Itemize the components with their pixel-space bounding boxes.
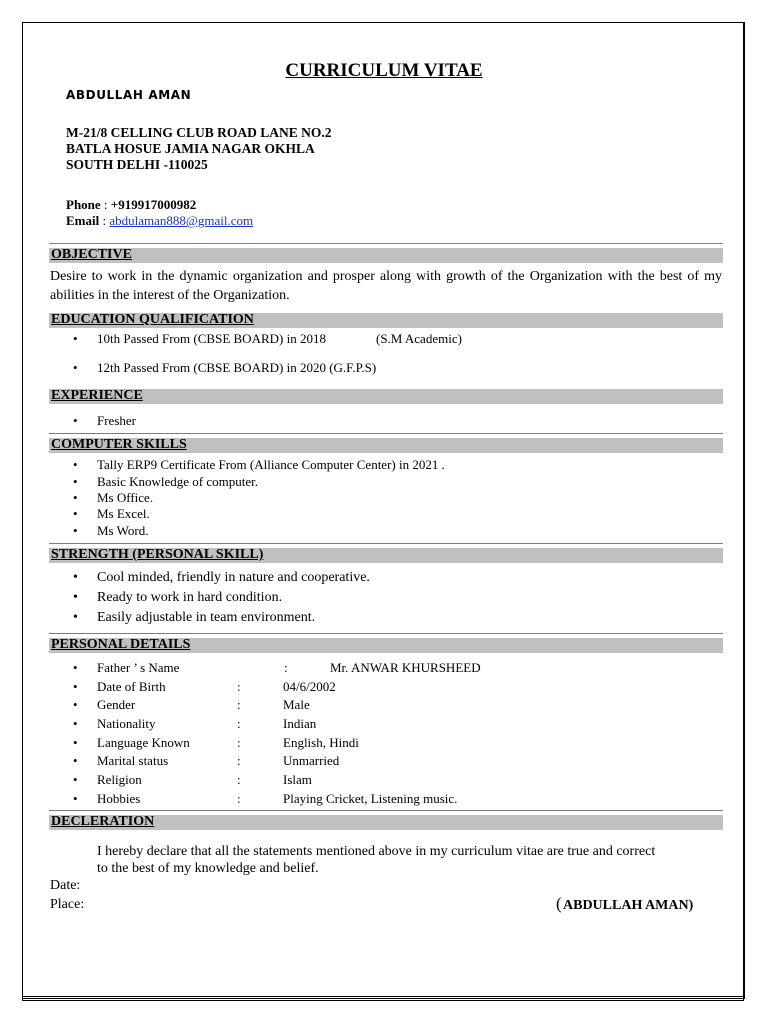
education-school: (S.M Academic)	[376, 331, 462, 346]
declaration-line-1: I hereby declare that all the statements mentioned above in my curriculum vitae are true and correct	[97, 844, 656, 859]
detail-value: 04/6/2002	[283, 679, 336, 694]
strength-item: Cool minded, friendly in nature and cooperative.	[97, 570, 370, 585]
bullet-icon: •	[73, 697, 78, 712]
date-label: Date:	[50, 878, 81, 893]
detail-label: Date of Birth	[97, 679, 166, 694]
detail-separator: :	[237, 697, 241, 712]
bullet-icon: •	[73, 506, 78, 521]
detail-value: Male	[283, 697, 310, 712]
phone-separator: :	[100, 197, 111, 212]
detail-label: Gender	[97, 697, 136, 712]
skill-item: Basic Knowledge of computer.	[97, 474, 259, 489]
section-header-objective	[49, 248, 723, 263]
bullet-icon: •	[73, 490, 78, 505]
bullet-icon: •	[73, 570, 78, 585]
section-rule	[49, 633, 723, 634]
detail-label: Father ’ s Name	[97, 660, 180, 675]
section-title: COMPUTER SKILLS	[51, 437, 187, 452]
section-title: DECLERATION	[51, 814, 155, 829]
section-title: EXPERIENCE	[51, 388, 143, 403]
strength-item: Easily adjustable in team environment.	[97, 610, 316, 625]
experience-item: Fresher	[97, 413, 136, 428]
education-item: 10th Passed From (CBSE BOARD) in 2018	[97, 331, 326, 346]
detail-label: Religion	[97, 772, 142, 787]
detail-separator: :	[237, 772, 241, 787]
address-line-2: BATLA HOSUE JAMIA NAGAR OKHLA	[66, 141, 315, 156]
skill-item: Ms Word.	[97, 523, 149, 538]
objective-text: Desire to work in the dynamic organization and prosper along with growth of the Organization with the best of my abilities in the interest of the Organization.	[50, 269, 722, 303]
email-separator: :	[99, 213, 110, 228]
signature-open-paren: (	[556, 894, 562, 913]
signature-name: ABDULLAH AMAN)	[563, 898, 694, 913]
document-title: CURRICULUM VITAE	[285, 60, 483, 81]
section-header-declaration	[49, 815, 723, 830]
detail-separator: :	[284, 660, 288, 675]
skill-item: Ms Office.	[97, 490, 154, 505]
section-title: OBJECTIVE	[51, 247, 132, 262]
bullet-icon: •	[73, 360, 78, 375]
detail-label: Marital status	[97, 753, 169, 768]
bullet-icon: •	[73, 753, 78, 768]
detail-separator: :	[237, 791, 241, 806]
bullet-icon: •	[73, 660, 78, 675]
bullet-icon: •	[73, 523, 78, 538]
applicant-name: ABDULLAH AMAN	[66, 88, 192, 102]
detail-value: Indian	[283, 716, 317, 731]
detail-separator: :	[237, 716, 241, 731]
detail-separator: :	[237, 735, 241, 750]
bullet-icon: •	[73, 413, 78, 428]
strength-item: Ready to work in hard condition.	[97, 590, 283, 605]
skill-item: Tally ERP9 Certificate From (Alliance Computer Center) in 2021 .	[97, 457, 445, 472]
section-header-experience	[49, 389, 723, 404]
bullet-icon: •	[73, 772, 78, 787]
place-label: Place:	[50, 897, 85, 912]
page-border-bottom	[22, 996, 744, 999]
detail-label: Nationality	[97, 716, 156, 731]
bullet-icon: •	[73, 331, 78, 346]
detail-separator: :	[237, 679, 241, 694]
bullet-icon: •	[73, 679, 78, 694]
phone-line	[66, 197, 196, 213]
section-header-computer-skills	[49, 438, 723, 453]
skill-item: Ms Excel.	[97, 506, 150, 521]
phone-value: +919917000982	[110, 197, 197, 212]
page-border-right	[743, 22, 745, 999]
phone-label: Phone	[66, 197, 101, 212]
detail-separator: :	[237, 753, 241, 768]
detail-label: Hobbies	[97, 791, 141, 806]
section-header-education	[49, 313, 723, 328]
section-header-personal-details	[49, 638, 723, 653]
address-line-1: M-21/8 CELLING CLUB ROAD LANE NO.2	[66, 125, 332, 140]
bullet-icon: •	[73, 590, 78, 605]
bullet-icon: •	[73, 735, 78, 750]
section-title: STRENGTH (PERSONAL SKILL)	[51, 547, 264, 562]
detail-value: Islam	[283, 772, 312, 787]
section-title: EDUCATION QUALIFICATION	[51, 312, 254, 327]
address-line-3: SOUTH DELHI -110025	[66, 157, 208, 172]
bullet-icon: •	[73, 791, 78, 806]
bullet-icon: •	[73, 474, 78, 489]
bullet-icon: •	[73, 457, 78, 472]
bullet-icon: •	[73, 716, 78, 731]
section-title: PERSONAL DETAILS	[51, 637, 191, 652]
section-rule	[49, 543, 723, 544]
email-label: Email	[66, 213, 100, 228]
section-header-strength	[49, 548, 723, 563]
detail-value: Playing Cricket, Listening music.	[283, 791, 458, 806]
declaration-line-2: to the best of my knowledge and belief.	[97, 861, 319, 876]
detail-label: Language Known	[97, 735, 190, 750]
section-rule	[49, 243, 723, 244]
section-rule	[49, 433, 723, 434]
section-rule	[49, 810, 723, 811]
email-link[interactable]: abdulaman888@gmail.com	[109, 213, 254, 228]
detail-value: Unmarried	[283, 753, 340, 768]
detail-value: English, Hindi	[283, 735, 359, 750]
bullet-icon: •	[73, 610, 78, 625]
education-item: 12th Passed From (CBSE BOARD) in 2020 (G.F.P.S)	[97, 360, 377, 375]
email-line	[66, 213, 253, 229]
detail-value: Mr. ANWAR KHURSHEED	[330, 660, 481, 675]
